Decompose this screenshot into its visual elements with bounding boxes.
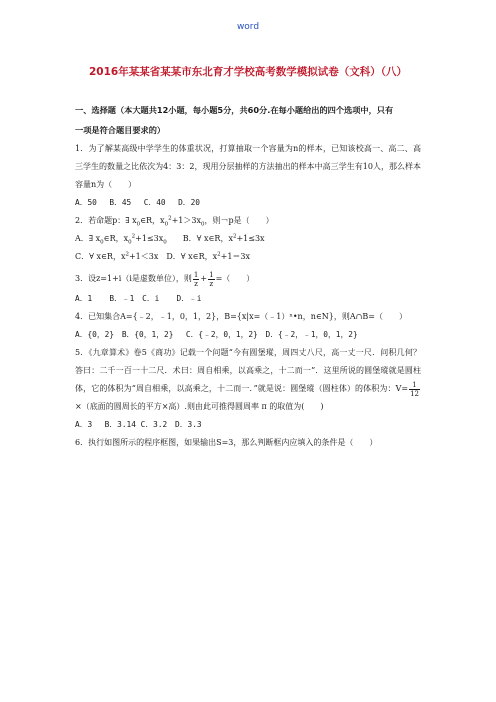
frac-numerator: 1 (209, 270, 214, 279)
q2-opt: +1＜3x D．∀ x∈R，x (128, 252, 218, 261)
q2-sub: 0 (200, 221, 205, 228)
q2-part: ，则￢p是（ ） (204, 216, 274, 225)
section-heading: 一、选择题（本大题共12小题，每小题5分，共60分.在每小题给出的四个选项中，只有 (75, 105, 394, 115)
q3-part: =（ ） (215, 274, 255, 283)
q2-sup: 2 (131, 233, 136, 240)
q2-opt: +1≤3x (135, 234, 164, 243)
q2-sub: 0 (163, 239, 167, 246)
q2-part: +1＞3x (171, 216, 201, 225)
q2-sup: 2 (168, 215, 172, 222)
q5-part: ×（底面的圆周长的平方×高）.则由此可推得圆周率 π 的取值为( ) (75, 402, 324, 411)
question-3-text (75, 268, 421, 290)
q2-opt: +1≤3x (236, 234, 265, 243)
q2-part: 2．若命题p：∃ x (75, 216, 137, 225)
q2-sup: 2 (232, 233, 237, 240)
page-title: 2016年某某省某某市东北育才学校高考数学模拟试卷（文科）（八） (89, 66, 407, 78)
q2-sup: 2 (125, 251, 129, 258)
question-1-text: 1．为了解某高级中学学生的体重状况，打算抽取一个容量为n的样本，已知该校高一、高二、高三学生的数量之比依次为4：3：2，现用分层抽样的方法抽出的样本中高三学生有10人，那么样本容量n为（ ） (75, 144, 421, 189)
frac-numerator: 1 (193, 270, 199, 279)
q5-fraction (409, 381, 420, 398)
question-3-options: A．1 B．﹣1 C．i D．﹣i (75, 294, 202, 303)
question-2-options-2 (75, 248, 421, 266)
q3-plus: + (200, 274, 208, 283)
question-2-text (75, 212, 421, 230)
q2-opt: A．∃ x (75, 234, 101, 243)
q2-opt: ∈R，x (103, 234, 129, 243)
q2-opt: B．∀ x∈R，x (166, 234, 233, 243)
question-2-options-1 (75, 230, 421, 248)
header-word-link[interactable]: word (236, 22, 260, 32)
question-6-text: 6．执行如图所示的程序框图，如果输出S=3，那么判断框内应填入的条件是（ ） (75, 438, 378, 447)
q2-part: ∈R，x (140, 216, 165, 225)
document-body (75, 100, 421, 452)
q2-sub: 0 (100, 239, 104, 246)
question-5-text (75, 344, 421, 416)
question-4-options: A．{0，2} B．{0，1，2} C．{﹣2，0，1，2} D．{﹣2，﹣1，0，1，2} (75, 330, 358, 339)
q3-fraction-1 (193, 271, 199, 288)
frac-numerator: 1 (409, 381, 420, 390)
q5-part: 5．《九章算术》卷5《商功》记载一个问题“今有圆堡瑽，周四丈八尺，高一丈一尺．问积几何？答曰：二千一百一十二尺．术曰：周自相乘，以高乘之，十二而一”．这里所说的圆堡瑽就是圆柱体，它的体积为“周自相乘，以高乘之，十二而一．”就是说：圆堡瑽（圆柱体）的体积为：V= (75, 348, 421, 393)
section-heading-cont: 一项是符合题目要求的） (75, 125, 166, 135)
q3-part: 3．设z=1+i（i是虚数单位），则 (75, 274, 192, 283)
frac-denominator: z (209, 279, 214, 288)
question-4-text: 4．已知集合A={﹣2，﹣1，0，1，2}，B={x|x=（﹣1）ⁿ•n，n∈N}，则A∩B=（ ） (75, 312, 407, 321)
q2-sub: 0 (136, 221, 141, 228)
frac-denominator: 12 (410, 389, 419, 398)
question-5-options: A．3 B．3.14 C．3.2 D．3.3 (75, 420, 202, 429)
q2-opt: C．∀ x∈R，x (75, 252, 126, 261)
q2-opt: +1＝3x (220, 252, 251, 261)
q2-sub: 0 (128, 239, 132, 246)
frac-denominator: z (194, 279, 198, 288)
question-1-options: A．50 B．45 C．40 D．20 (75, 198, 200, 207)
q2-sup: 2 (217, 251, 221, 258)
q2-sub: 0 (164, 221, 169, 228)
q3-fraction-2 (208, 271, 214, 288)
